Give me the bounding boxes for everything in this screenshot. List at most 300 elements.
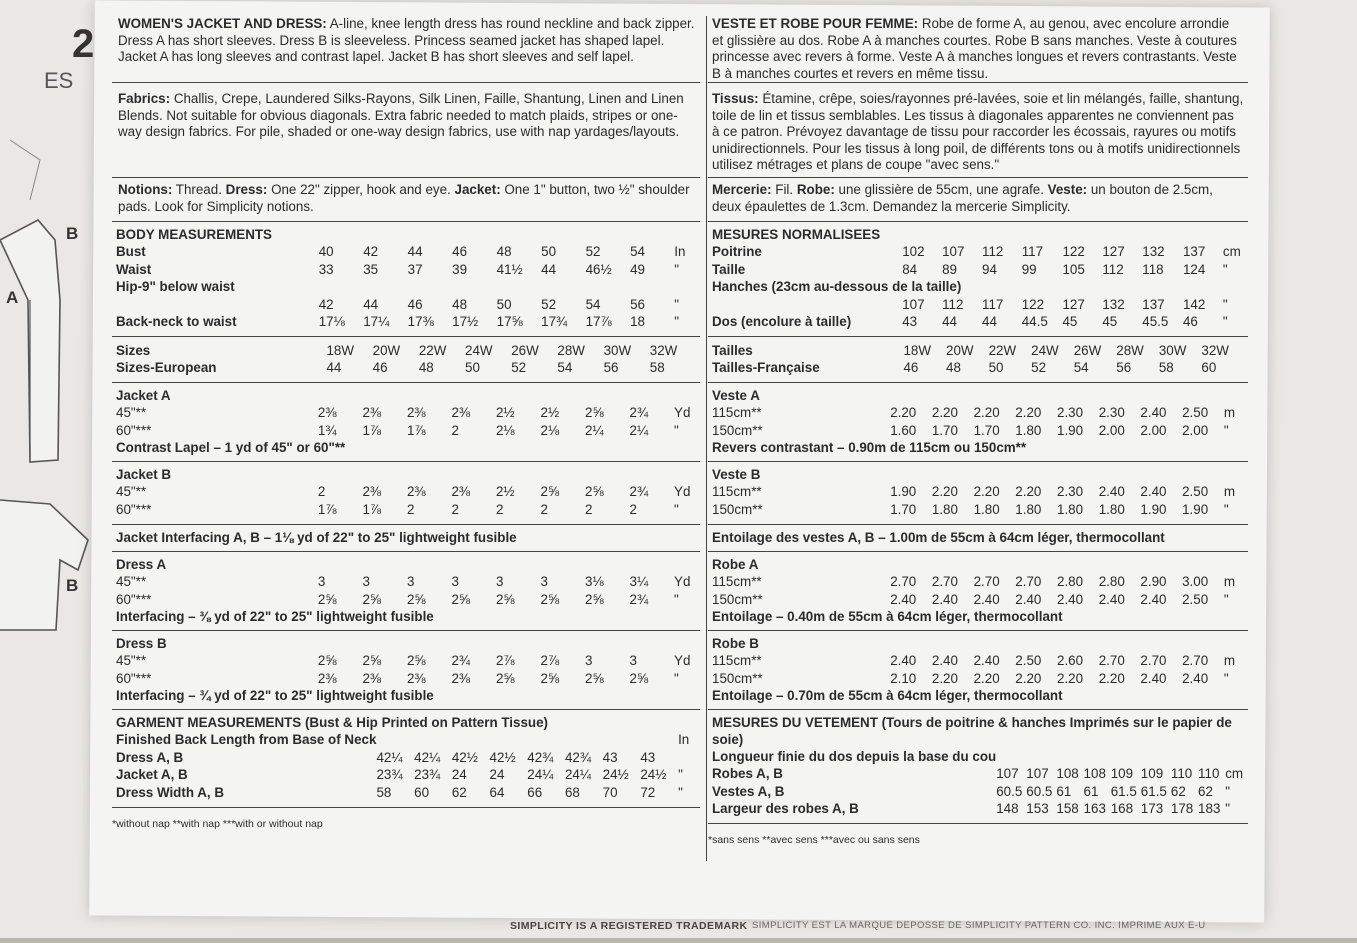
cell-value: 142	[1182, 296, 1206, 312]
row-label: Tailles-Française	[712, 360, 820, 375]
row-label: 45"**	[116, 405, 147, 420]
cell-value: 2.80	[1057, 574, 1084, 589]
column-divider	[706, 16, 707, 861]
notions-dress-text: une glissière de 55cm, une agrafe.	[834, 182, 1048, 197]
cell-value: 2.00	[1182, 422, 1209, 438]
cell-value: 2.50	[1182, 405, 1209, 420]
cell-value: 2⅝	[317, 591, 337, 607]
dress-b-table	[116, 653, 696, 688]
cell-value: 2.20	[973, 670, 1000, 686]
table-row	[712, 422, 1244, 440]
cell-value: 2.40	[1098, 484, 1125, 499]
cell-value: 1.80	[1057, 501, 1084, 517]
cell-value: 108	[1083, 766, 1106, 781]
cell-value: 2	[629, 501, 637, 517]
cell-value: 1.90	[1140, 501, 1167, 517]
footnote-en: *without nap **with nap ***with or without nap	[112, 817, 323, 830]
cell-value: 3	[317, 574, 326, 589]
cell-value: 1¾	[317, 422, 337, 438]
dress-b-title: Robe B	[712, 636, 759, 651]
cell-value: 2.70	[1015, 574, 1042, 589]
row-label: Sizes	[116, 342, 151, 358]
cell-value: 2.70	[890, 574, 917, 589]
row-label: 45"**	[116, 653, 147, 668]
notions-title: Mercerie:	[712, 182, 772, 197]
jacket-b-table	[712, 484, 1244, 519]
dress-b-fr	[708, 633, 1248, 707]
cell-value: 2⅝	[585, 591, 604, 607]
cell-value: 2¾	[451, 653, 471, 668]
cell-value: 61	[1056, 783, 1072, 799]
cell-value: 2	[451, 501, 459, 517]
cell-value: 48	[452, 296, 468, 312]
garment-title: GARMENT MEASUREMENTS (Bust & Hip Printed on Pattern Tissue)	[116, 715, 548, 730]
notions-dress: Robe:	[796, 182, 835, 197]
cell-value: 112	[942, 296, 964, 312]
cell-value: 1.90	[1057, 422, 1084, 438]
cell-value: 35	[363, 261, 379, 277]
row-label: 115cm**	[712, 574, 762, 589]
dress-a-interfacing: Entoilage – 0.40m de 55cm à 64cm léger, thermocollant	[712, 608, 1063, 624]
cell-value: 110	[1198, 766, 1220, 781]
cell-value: 2¼	[585, 422, 604, 438]
intro-title: VESTE ET ROBE POUR FEMME:	[712, 16, 919, 31]
cell-value: 24¼	[564, 767, 592, 782]
jacket-b-title: Jacket B	[116, 467, 172, 482]
cell-value: 132	[1102, 296, 1125, 312]
row-label: Jacket A, B	[116, 767, 188, 782]
unit-label: "	[678, 784, 683, 800]
notions-title: Notions:	[118, 182, 173, 197]
cell-value: 2¾	[629, 484, 649, 499]
unit-label	[678, 749, 696, 767]
row-label: 60"***	[116, 501, 152, 517]
cell-value: 56	[1116, 360, 1132, 375]
cell-value: 22W	[418, 342, 447, 358]
cell-value: 2½	[495, 405, 515, 420]
dress-b-title: Dress B	[116, 636, 167, 651]
cell-value: 124	[1182, 261, 1206, 277]
notions-jacket: Veste:	[1047, 182, 1088, 197]
cell-value: 18W	[903, 342, 931, 358]
row-label: Dos (encolure à taille)	[712, 314, 852, 329]
table-row	[712, 296, 1244, 314]
dress-b-en	[112, 633, 700, 707]
jacket-a-fr	[708, 385, 1248, 459]
unit-label: Yd	[674, 405, 691, 420]
cell-value: 2.50	[1182, 591, 1209, 607]
cell-value: 2.20	[1015, 484, 1042, 499]
row-label: Poitrine	[712, 244, 762, 259]
cell-value: 2.70	[931, 574, 958, 589]
dress-a-en	[112, 554, 700, 628]
row-label: Largeur des robes A, B	[712, 801, 859, 816]
garment-table	[712, 748, 1244, 818]
unit-label: cm	[1225, 766, 1244, 781]
row-label: Sizes-European	[116, 360, 217, 375]
row-label: 60"***	[116, 591, 152, 607]
table-row	[712, 591, 1244, 609]
row-label: Taille	[712, 261, 746, 277]
unit-label: m	[1223, 484, 1235, 499]
cell-value: 62	[1170, 783, 1186, 799]
unit-label: "	[1222, 261, 1228, 277]
cell-value: 2⅝	[585, 670, 604, 686]
cell-value: 30W	[603, 342, 632, 358]
unit-label: "	[674, 296, 680, 312]
cell-value: 45.5	[1142, 314, 1169, 329]
cell-value: 58	[1158, 360, 1174, 375]
cell-value: 89	[942, 261, 958, 277]
row-label	[116, 296, 319, 314]
cell-value: 17½	[452, 314, 479, 329]
cell-value: 62	[451, 784, 467, 800]
cell-value: 23¾	[414, 767, 441, 782]
cell-value: 3	[495, 574, 504, 589]
cell-value: 2.70	[973, 574, 1000, 589]
table-row	[712, 670, 1244, 688]
cell-value: 3	[629, 653, 637, 668]
table-row	[116, 767, 696, 785]
fabrics-title: Fabrics:	[118, 91, 171, 106]
cell-value: 102	[902, 244, 925, 259]
unit-label: "	[674, 314, 680, 329]
dress-a-table	[116, 574, 696, 609]
row-label: Dress A, B	[116, 749, 184, 765]
cell-value: 1.70	[931, 422, 958, 438]
cell-value: 2⅝	[317, 653, 337, 668]
cell-value: 56	[603, 360, 619, 375]
cell-value: 39	[452, 261, 468, 277]
row-label: 60"***	[116, 670, 152, 686]
table-row	[116, 653, 696, 671]
fabrics-text: Challis, Crepe, Laundered Silks-Rayons, Silk Linen, Faille, Shantung, Linen and Linen Blends. Not suitable for obvious diagonals. Extra fabric needed to match plaids, stripes or one-way design fabrics. For pile, shaded or one-way design fabrics, use with nap yardages/layouts.	[118, 91, 684, 139]
cell-value: 42¼	[376, 749, 403, 765]
cell-value: 42¾	[564, 749, 592, 765]
table-row	[712, 279, 1244, 297]
cell-value: 46	[372, 360, 388, 375]
garment-table	[116, 732, 696, 802]
dress-a-fr	[708, 554, 1248, 628]
dress-a-interfacing: Interfacing – ⅜ yd of 22" to 25" lightweight fusible	[116, 608, 434, 624]
jacket-b-fr	[708, 464, 1248, 522]
dress-a-title: Dress A	[116, 557, 167, 572]
cell-value: 2.00	[1098, 422, 1125, 438]
cell-value: 30W	[1158, 342, 1187, 358]
cell-value: 24W	[465, 342, 493, 358]
cell-value: 108	[1056, 766, 1079, 781]
unit-label: Yd	[674, 653, 691, 668]
cell-value: 2⅜	[362, 670, 382, 686]
jacket-b-title: Veste B	[712, 467, 761, 482]
trademark-fr: SIMPLICITY EST LA MARQUE DEPOSSE DE SIMPLICITY PATTERN CO. INC. IMPRIME AUX E-U	[752, 920, 1206, 931]
cell-value: 28W	[1116, 342, 1144, 358]
table-row	[116, 574, 696, 592]
cell-value: 70	[602, 784, 618, 800]
cell-value: 2⅝	[451, 591, 471, 607]
cell-value: 2	[406, 501, 415, 517]
cell-value: 61.5	[1140, 783, 1167, 799]
notions-dress-text: One 22" zipper, hook and eye.	[267, 182, 455, 197]
cell-value: 3	[362, 574, 370, 589]
cell-value: 60.5	[996, 783, 1023, 799]
unit-label: In	[678, 732, 690, 747]
cell-value: 48	[946, 360, 961, 375]
cell-value: 2⅜	[451, 670, 471, 686]
cell-value: 60	[414, 784, 430, 800]
cell-value: 2¾	[629, 591, 649, 607]
table-row	[116, 314, 696, 332]
cell-value: 58	[376, 784, 392, 800]
cell-value: 2.20	[1015, 670, 1042, 686]
jacket-a-table	[712, 405, 1244, 440]
cell-value: 17¼	[363, 314, 390, 329]
cell-value: 2½	[540, 405, 560, 420]
sizes-table	[712, 342, 1244, 377]
cell-value: 2.40	[1140, 591, 1167, 607]
cell-value: 17⅞	[585, 314, 612, 329]
cell-value: 2.20	[931, 670, 958, 686]
sizes-table	[116, 342, 696, 377]
unit-label: "	[674, 422, 679, 438]
unit-label: "	[1223, 422, 1229, 438]
contrast-lapel: Contrast Lapel – 1 yd of 45" or 60"**	[116, 439, 346, 455]
jacket-a-title: Jacket A	[116, 388, 171, 403]
table-row	[712, 405, 1244, 423]
cell-value: 2.40	[1182, 670, 1209, 686]
cell-value: 50	[541, 244, 557, 259]
cell-value: 20W	[946, 342, 974, 358]
cell-value: 2.20	[973, 405, 1000, 420]
table-row	[116, 360, 696, 378]
cell-value: 2.30	[1057, 484, 1084, 499]
cell-value: 66	[527, 784, 543, 800]
row-label: 150cm**	[712, 670, 763, 686]
cell-value: 2	[540, 501, 548, 517]
cell-value: 2⅝	[495, 670, 515, 686]
cell-value: 2.10	[890, 670, 917, 686]
cell-value: 54	[585, 296, 601, 312]
table-row	[116, 261, 696, 279]
cell-value: 60	[1201, 360, 1217, 375]
cell-value: 137	[1142, 296, 1165, 312]
dress-b-table	[712, 653, 1244, 688]
row-label: 150cm**	[712, 591, 763, 607]
unit-label: m	[1223, 574, 1235, 589]
cell-value: 24½	[602, 767, 629, 782]
cell-value: 2⅛	[495, 422, 515, 438]
dress-b-interfacing: Entoilage – 0.70m de 55cm à 64cm léger, thermocollant	[712, 687, 1063, 703]
unit-label: "	[1225, 783, 1230, 799]
cell-value: 42½	[451, 749, 478, 765]
table-row	[116, 244, 696, 262]
cell-value: 23¾	[376, 767, 403, 782]
footnote-fr: *sans sens **avec sens ***avec ou sans sens	[708, 834, 920, 846]
cell-value: 2⅜	[362, 405, 382, 420]
cell-value: 52	[585, 244, 601, 259]
sketch-label-b-bottom: B	[66, 576, 79, 595]
fabrics-en	[112, 85, 700, 175]
cell-value: 2⅜	[406, 405, 426, 420]
row-label: Robes A, B	[712, 766, 783, 781]
cell-value: 2.40	[1098, 591, 1125, 607]
cell-value: 2.80	[1098, 574, 1125, 589]
cell-value: 1⅞	[362, 422, 382, 438]
notions-jacket-text: un bouton de 2.5cm, deux épaulettes de 1.3cm. Demandez la mercerie Simplicity.	[712, 182, 1213, 214]
cell-value: 2⅝	[540, 591, 560, 607]
table-row	[712, 342, 1244, 360]
cell-value: 3¼	[629, 574, 649, 589]
cell-value: 3.00	[1182, 574, 1209, 589]
cell-value: 45	[1062, 314, 1078, 329]
side-label: ES	[44, 68, 74, 93]
cell-value: 153	[1026, 801, 1049, 816]
garment-en	[112, 712, 700, 805]
cell-value: 2⅞	[540, 653, 560, 668]
cell-value: 68	[564, 784, 580, 800]
notions-jacket-text: One 1" button, two ½" shoulder pads. Look for Simplicity notions.	[118, 182, 690, 214]
cell-value: 137	[1182, 244, 1206, 259]
french-column	[708, 14, 1248, 849]
notions-jacket: Jacket:	[454, 182, 501, 197]
cell-value: 43	[640, 749, 656, 765]
cell-value: 2⅝	[585, 484, 604, 499]
cell-value: 1⅞	[362, 501, 382, 517]
cell-value: 40	[318, 244, 334, 259]
row-label: 45"**	[116, 484, 147, 499]
cell-value: 2.40	[973, 591, 1000, 607]
cell-value: 2⅝	[406, 591, 426, 607]
table-row	[712, 801, 1244, 819]
cell-value: 2⅝	[362, 591, 382, 607]
garment-title: MESURES DU VETEMENT (Tours de poitrine & hanches Imprimés sur le papier de soie)	[712, 715, 1232, 747]
notions-fr	[708, 180, 1248, 219]
hip-label: Hanches (23cm au-dessous de la taille)	[712, 279, 962, 294]
jacket-a-title: Veste A	[712, 388, 760, 403]
table-row	[712, 261, 1244, 279]
table-row	[712, 766, 1244, 784]
table-row	[712, 484, 1244, 502]
cell-value: 2.70	[1098, 653, 1125, 668]
unit-label: "	[1222, 296, 1228, 312]
cell-value: 2.40	[890, 653, 917, 668]
jacket-interfacing: Entoilage des vestes A, B – 1.00m de 55cm à 64cm léger, thermocollant	[712, 529, 1165, 545]
unit-label: "	[1223, 591, 1229, 607]
cell-value: 37	[407, 261, 423, 277]
contrast-lapel: Revers contrastant – 0.90m de 115cm ou 150cm**	[712, 439, 1027, 455]
row-label: Finished Back Length from Base of Neck	[116, 732, 377, 747]
cell-value: 50	[465, 360, 480, 375]
dress-b-interfacing: Interfacing – ¾ yd of 22" to 25" lightweight fusible	[116, 687, 434, 703]
cell-value: 42	[363, 244, 379, 259]
cell-value: 24W	[1031, 342, 1059, 358]
cell-value: 52	[1031, 360, 1047, 375]
intro-en	[112, 14, 700, 80]
cell-value: 2⅜	[317, 405, 337, 420]
row-label: Longueur finie du dos depuis la base du cou	[712, 748, 997, 764]
table-row	[116, 422, 696, 440]
cell-value: 2.30	[1098, 405, 1125, 420]
row-label	[712, 296, 902, 314]
table-row	[712, 653, 1244, 671]
cell-value: 2⅞	[495, 653, 515, 668]
body-measurements-fr	[708, 224, 1248, 334]
cell-value: 1.80	[1015, 422, 1042, 438]
cell-value: 99	[1021, 261, 1037, 277]
cell-value: 2⅝	[540, 670, 560, 686]
cell-value: 2.70	[1182, 653, 1209, 668]
cell-value: 41½	[496, 261, 523, 277]
cell-value: 2½	[495, 484, 515, 499]
cell-value: 44	[982, 314, 997, 329]
cell-value: 107	[996, 766, 1019, 781]
cell-value: 42¼	[414, 749, 441, 765]
cell-value: 1⅞	[406, 422, 426, 438]
row-label: 45"**	[116, 574, 147, 589]
intro-fr	[708, 14, 1248, 80]
cell-value: 2	[495, 501, 504, 517]
cell-value: 118	[1142, 261, 1164, 277]
cell-value: 107	[1026, 766, 1049, 781]
unit-label	[1225, 748, 1244, 766]
cell-value: 42	[318, 296, 334, 312]
cell-value: 2.60	[1057, 653, 1084, 668]
cell-value: 2.40	[1057, 591, 1084, 607]
cell-value: 2⅜	[451, 405, 471, 420]
cell-value: 56	[630, 296, 645, 312]
body-table	[116, 244, 696, 332]
cell-value: 2	[585, 501, 593, 517]
unit-label: m	[1223, 405, 1235, 420]
table-row	[712, 501, 1244, 519]
cell-value: 2	[451, 422, 459, 438]
cell-value: 117	[982, 296, 1004, 312]
cell-value: 158	[1056, 801, 1079, 816]
cell-value: 48	[418, 360, 434, 375]
cell-value: 46	[452, 244, 468, 259]
cell-value: 44	[326, 360, 342, 375]
intro-text: Robe de forme A, au genou, avec encolure arrondie et glissière au dos. Robe A à manches courtes. Robe B sans manches. Veste à coutures princesse avec revers à forme. Veste A à manches longues et revers contrastants. Veste B à manches courtes et revers en même tissu.	[712, 16, 1237, 81]
body-title: MESURES NORMALISEES	[712, 227, 881, 242]
cell-value: 2.40	[931, 591, 958, 607]
fabrics-text: Étamine, crêpe, soies/rayonnes pré-lavées, soie et lin mélangés, faille, shantung, toile de lin et tissus semblables. Les tissus à diagonales apparentes ne conviennent pas à ce patron. Prévoyez davantage de tissu pour raccorder les écossais, rayures ou motifs unidirectionnels. Pour les tissus à long poil, de différents tons ou à motifs unidirectionnels utilisez métrages et plans de coupe "avec sens."	[712, 91, 1244, 172]
cell-value: 18	[630, 314, 645, 329]
row-label: 115cm**	[712, 484, 762, 499]
cell-value: 26W	[511, 342, 539, 358]
cell-value: 32W	[649, 342, 678, 358]
cell-value: 61.5	[1110, 783, 1137, 799]
cell-value: 17⅛	[318, 314, 345, 329]
cell-value: 1.90	[890, 484, 917, 499]
cell-value: 2.50	[1015, 653, 1042, 668]
cell-value: 109	[1110, 766, 1134, 781]
cell-value: 1.60	[890, 422, 917, 438]
cell-value: 178	[1170, 801, 1194, 816]
cell-value: 64	[489, 784, 505, 800]
jacket-b-table	[116, 484, 696, 519]
table-row	[712, 783, 1244, 801]
cell-value: 2⅝	[495, 591, 515, 607]
cell-value: 52	[541, 296, 557, 312]
cell-value: 1.70	[973, 422, 1000, 438]
cell-value: 127	[1062, 296, 1085, 312]
table-row	[116, 749, 696, 767]
unit-label: "	[674, 591, 679, 607]
cell-value: 32W	[1201, 342, 1229, 358]
notions-en	[112, 180, 700, 219]
cell-value: 2.20	[1015, 405, 1042, 420]
cell-value: 2⅝	[540, 484, 560, 499]
